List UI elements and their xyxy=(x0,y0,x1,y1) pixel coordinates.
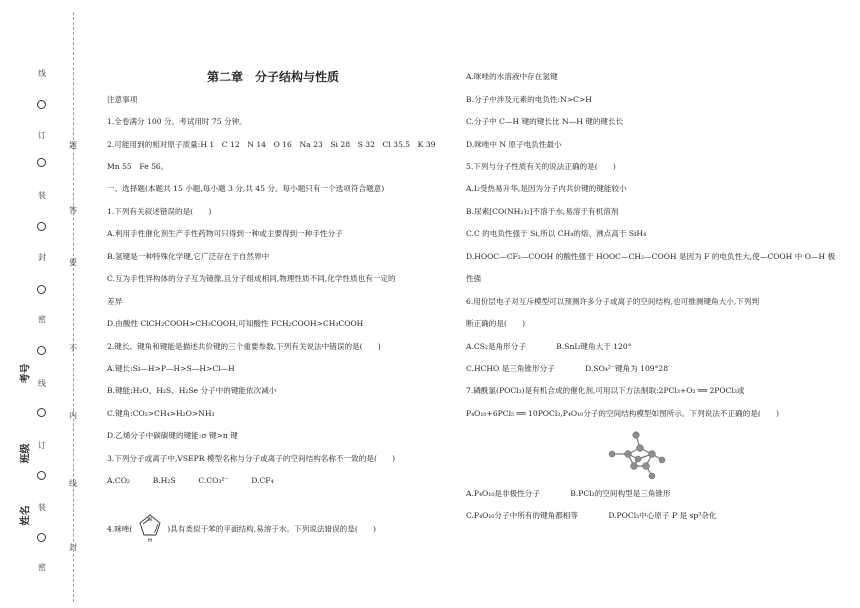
svg-text:N: N xyxy=(147,517,152,523)
binding-hole xyxy=(37,285,46,294)
margin-char: 封 xyxy=(38,253,46,262)
imidazole-structure xyxy=(137,513,163,546)
name-label: 姓名 xyxy=(20,505,32,526)
question-2: 2.键长、键角和键能是描述共价键的三个重要参数,下列有关说法中错误的是( ) xyxy=(107,342,381,351)
question-1-option-c: C.互为手性异构体的分子互为镜像,且分子组成相同,物理性质不同,化学性质也有一定的 xyxy=(107,274,396,283)
binding-dashed-line xyxy=(73,12,74,602)
class-label: 班级 xyxy=(20,443,32,464)
question-5-option-c: C.C 的电负性强于 Si,所以 CH₄的熔、沸点高于 SiH₄ xyxy=(466,229,647,238)
question-4-option-b: B.分子中涉及元素的电负性:N>C>H xyxy=(466,95,592,104)
section-heading: 一、选择题(本题共 15 小题,每小题 3 分,共 45 分。每小题只有一个选项符合题意) xyxy=(107,184,385,193)
question-4-prefix: 4.咪唑( xyxy=(107,524,133,534)
binding-hole xyxy=(37,471,46,480)
question-1-option-a: A.利用手性催化剂生产手性药物可只得到一种或主要得到一种手性分子 xyxy=(107,229,343,238)
margin-char: 订 xyxy=(38,131,46,140)
question-2-option-d: D.乙烯分子中碳碳键的键能:σ 键>π 键 xyxy=(107,431,238,440)
question-4 xyxy=(107,513,376,546)
margin-char: 装 xyxy=(38,191,46,200)
margin-char: 密 xyxy=(38,563,46,572)
chapter-title: 第二章 分子结构与性质 xyxy=(207,70,340,84)
margin-char: 题 xyxy=(69,141,77,150)
question-6: 6.用价层电子对互斥模型可以预测许多分子或离子的空间结构,也可推测键角大小,下列判 xyxy=(466,297,760,306)
question-7-options-c-d: C.P₄O₁₀分子中所有的键角都相等 D.POCl₃中心原子 P 是 sp³杂化 xyxy=(466,511,717,520)
imidazole-nh-label: H xyxy=(147,538,152,543)
question-2-option-b: B.键能:H₂O、H₂S、H₂Se 分子中的键能依次减小 xyxy=(107,386,277,395)
question-4-option-d: D.咪唑中 N 原子电负性最小 xyxy=(466,140,562,149)
exam-number-label: 考号 xyxy=(20,363,32,384)
margin-char: 订 xyxy=(38,441,46,450)
question-5-option-d-cont: 性强 xyxy=(466,274,482,283)
binding-hole xyxy=(37,158,46,167)
binding-hole xyxy=(37,100,46,109)
question-2-option-c: C.键角:CO₂>CH₄>H₂O>NH₃ xyxy=(107,409,215,418)
margin-char: 内 xyxy=(69,411,77,420)
binding-hole xyxy=(37,533,46,542)
margin-char: 要 xyxy=(69,258,77,267)
binding-margin xyxy=(0,0,92,608)
binding-hole xyxy=(37,222,46,231)
margin-char: 封 xyxy=(69,543,77,552)
question-7: 7.磷酰氯(POCl₃)是有机合成的催化剂,可用以下方法制取:2PCl₃+O₂ ══ 2POCl₃或 xyxy=(466,386,745,395)
binding-hole xyxy=(37,346,46,355)
text-line: 2.可能用到的相对原子质量:H 1 C 12 N 14 O 16 Na 23 Si 28 S 32 Cl 35.5 K 39 xyxy=(107,140,436,149)
question-7-options-a-b: A.P₄O₁₀是非极性分子 B.PCl₃的空间构型是三角锥形 xyxy=(466,489,671,498)
text-line: Mn 55 Fe 56。 xyxy=(107,162,169,171)
question-6-options-a-b: A.CS₂是角形分子 B.SnI₂键角大于 120° xyxy=(466,342,632,351)
question-3: 3.下列分子或离子中,VSEPR 模型名称与分子或离子的空间结构名称不一致的是( ) xyxy=(107,454,396,463)
p4o10-model-figure xyxy=(606,426,670,486)
margin-char: 线 xyxy=(69,479,77,488)
question-4-option-c: C.分子中 C—H 键的键长比 N—H 键的键长长 xyxy=(466,117,624,126)
question-5-option-d: D.HOOC—CF₂—COOH 的酸性强于 HOOC—CH₂—COOH 是因为 F 的电负性大,使—COOH 中 O—H 极 xyxy=(466,252,836,261)
question-5-option-b: B.尿素[CO(NH₂)₂]不溶于水,易溶于有机溶剂 xyxy=(466,207,619,216)
binding-hole xyxy=(37,408,46,417)
question-2-option-a: A.键长:Si—H>P—H>S—H>Cl—H xyxy=(107,364,235,373)
question-4-suffix: )具有类似于苯的平面结构,易溶于水。下列说法错误的是( ) xyxy=(167,524,376,534)
margin-char: 装 xyxy=(38,503,46,512)
margin-char: 线 xyxy=(38,379,46,388)
question-6-options-c-d: C.HCHO 是三角锥形分子 D.SO₄²⁻键角为 109°28′ xyxy=(466,364,670,373)
question-1-option-d: D.由酸性 ClCH₂COOH>CH₃COOH,可知酸性 FCH₂COOH>CH₃COOH xyxy=(107,319,364,328)
margin-char: 密 xyxy=(38,315,46,324)
question-3-options: A.CO₂ B.H₂S C.CO₃²⁻ D.CF₄ xyxy=(107,476,274,485)
notice-heading: 注意事项 xyxy=(107,95,138,104)
margin-char: 答 xyxy=(69,206,77,215)
question-1: 1.下列有关叙述错误的是( ) xyxy=(107,207,212,216)
margin-char: 不 xyxy=(69,344,77,353)
margin-char: 线 xyxy=(38,69,46,78)
question-6-cont: 断正确的是( ) xyxy=(466,319,526,328)
text-line: 1.全卷满分 100 分。考试用时 75 分钟。 xyxy=(107,117,247,126)
question-7-cont: P₄O₁₀+6PCl₅ ══ 10POCl₃,P₄O₁₀分子的空间结构模型如图所示。下列说法不正确的是( ) xyxy=(466,409,779,418)
question-5-option-a: A.I₂受热易升华,是因为分子内共价键的键能较小 xyxy=(466,184,627,193)
question-1-option-b: B.氢键是一种特殊化学键,它广泛存在于自然界中 xyxy=(107,252,270,261)
question-5: 5.下列与分子性质有关的说法正确的是( ) xyxy=(466,162,616,171)
question-4-option-a: A.咪唑的水溶液中存在氢键 xyxy=(466,72,558,81)
question-1-option-c-cont: 差异 xyxy=(107,297,123,306)
